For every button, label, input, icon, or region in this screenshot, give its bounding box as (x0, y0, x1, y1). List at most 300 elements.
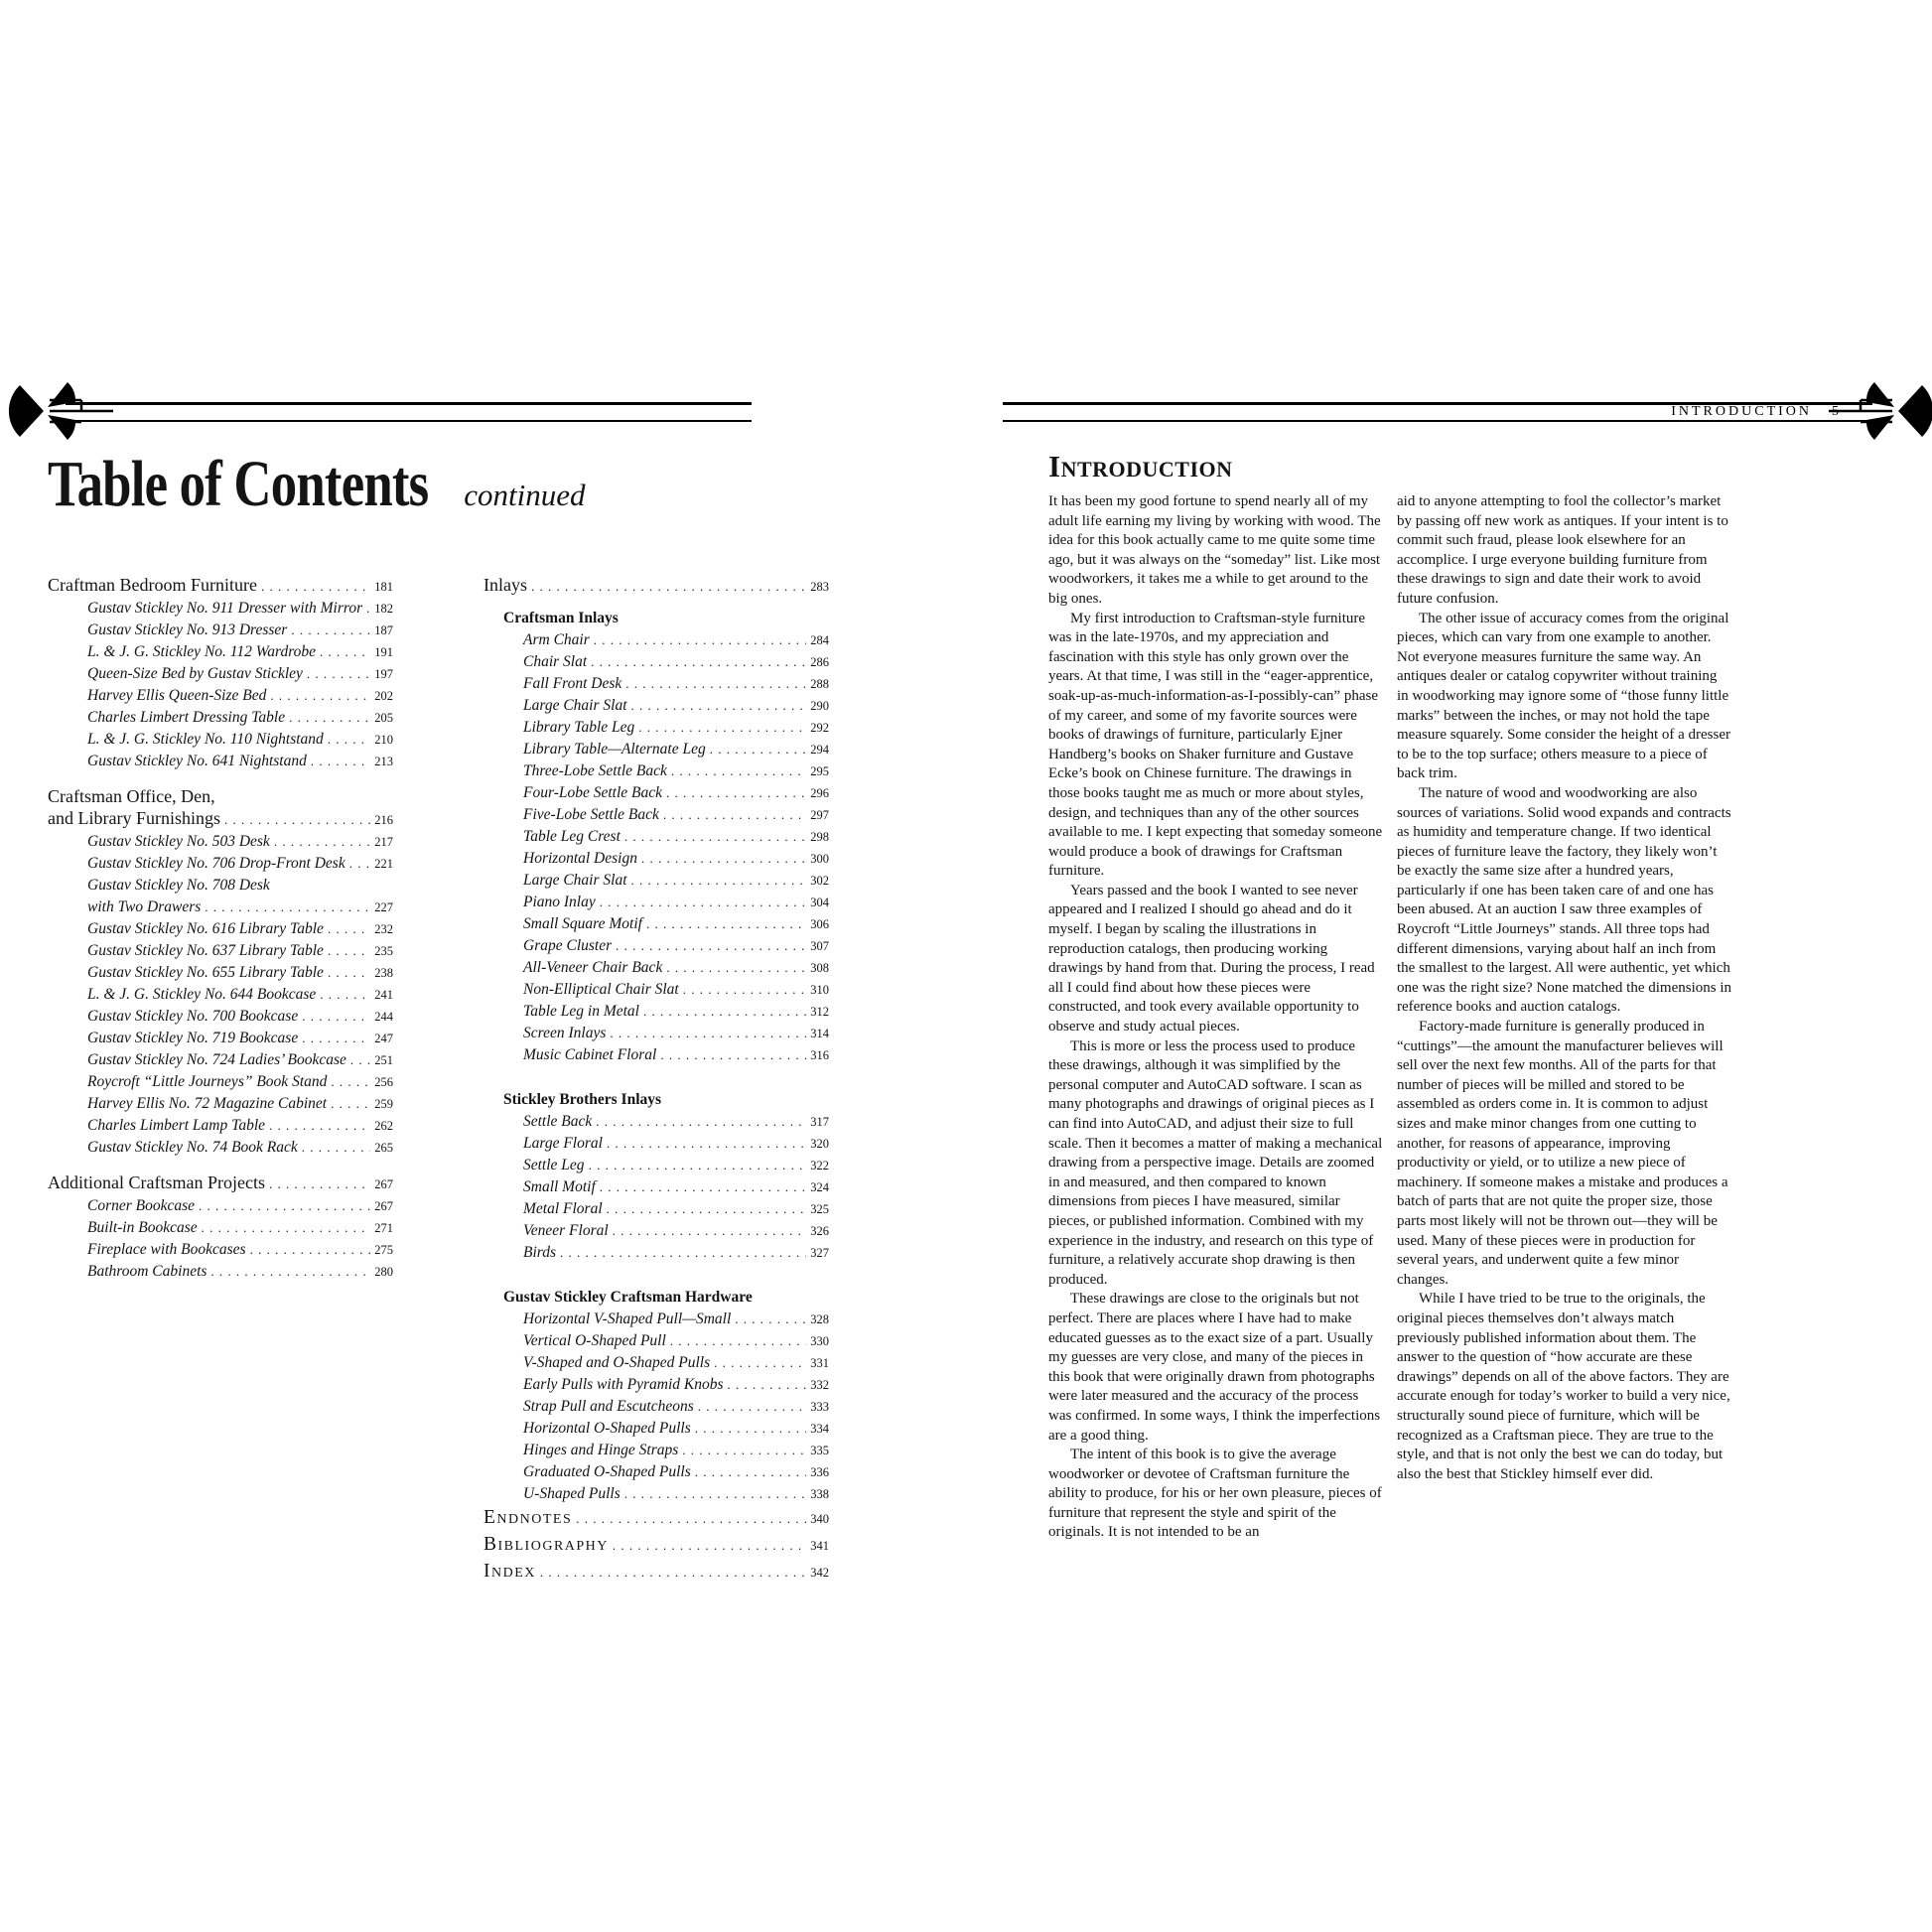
toc-entry (483, 673, 829, 695)
toc-entry (483, 957, 829, 979)
toc-entry-label: Piano Inlay (523, 894, 596, 910)
dot-leader (250, 1239, 371, 1261)
toc-page-number: 241 (374, 988, 393, 1002)
toc-entry-label: Gustav Stickley No. 911 Dresser with Mirror (87, 600, 363, 617)
toc-page-number: 197 (374, 667, 393, 681)
toc-entry (48, 751, 393, 772)
dot-leader (199, 1195, 370, 1217)
toc-entry (48, 729, 393, 751)
dot-leader (625, 673, 806, 695)
dot-leader (320, 984, 370, 1006)
toc-page-number: 340 (810, 1512, 829, 1526)
toc-page-number: 335 (810, 1444, 829, 1457)
toc-entry (483, 1044, 829, 1066)
toc-entry (483, 717, 829, 739)
dot-leader (269, 1173, 370, 1195)
toc-entry (48, 831, 393, 853)
body-paragraph: These drawings are close to the originals but not perfect. There are places where I have had to make educated guesses as to the exact size of a part. Usually my guesses are very close, and many of the pieces in this book that were originally drawn from photographs were later measured and the accuracy of the process was confirmed. In some ways, I think the imperfections are a good thing. (1048, 1291, 1381, 1444)
body-paragraph: While I have tried to be true to the originals, the original pieces themselves don’t always match previously published information about them. The answer to the question of “how accurate are these drawings” depends on all of the above factors. They are accurate enough for today’s worker to build a very nice, structurally sound piece of furniture, which will be recognized as a Craftsman piece. They are true to the style, and that is not only the best we can do today, but also the best that Stickley himself ever did. (1397, 1291, 1730, 1482)
toc-page-number: 217 (374, 835, 393, 849)
toc-page-number: 210 (374, 733, 393, 747)
toc-page-number: 302 (810, 874, 829, 888)
toc-entry (48, 1028, 393, 1049)
toc-entry-label: All-Veneer Chair Back (523, 959, 663, 976)
body-paragraph: aid to anyone attempting to fool the collector’s market by passing off new work as antiques. If your intent is to commit such fraud, please look elsewhere for an accomplice. I urge everyone building furniture from these drawings to sign and date their work to avoid future confusion. (1397, 493, 1728, 607)
toc-entry-label: Gustav Stickley No. 641 Nightstand (87, 753, 307, 769)
toc-page-number: 221 (374, 857, 393, 871)
dot-leader (695, 1418, 806, 1440)
dot-leader (274, 831, 370, 853)
toc-entry (483, 848, 829, 870)
toc-page-number: 288 (810, 677, 829, 691)
dot-leader (589, 1155, 807, 1176)
toc-page-number: 342 (810, 1566, 829, 1580)
page-number: 5 (1832, 404, 1839, 419)
toc-entry-label: Strap Pull and Escutcheons (523, 1398, 694, 1415)
toc-entry-label: Graduated O-Shaped Pulls (523, 1463, 691, 1480)
dot-leader (682, 1440, 806, 1461)
toc-subheading: Gustav Stickley Craftsman Hardware (503, 1289, 753, 1306)
toc-entry (483, 1505, 829, 1532)
toc-entry (48, 1261, 393, 1283)
toc-entry-label: and Library Furnishings (48, 808, 220, 828)
toc-page-number: 317 (810, 1115, 829, 1129)
toc-page-number: 331 (810, 1356, 829, 1370)
toc-entry-label: Gustav Stickley No. 708 Desk (87, 877, 270, 894)
dot-leader (631, 870, 807, 892)
toc-entry (48, 1049, 393, 1071)
toc-entry-label: V-Shaped and O-Shaped Pulls (523, 1354, 711, 1371)
toc-entry (48, 1006, 393, 1028)
toc-page-number: 336 (810, 1465, 829, 1479)
toc-entry (483, 1559, 829, 1586)
toc-entry (483, 782, 829, 804)
toc-page-number: 314 (810, 1027, 829, 1040)
toc-entry-label: Queen-Size Bed by Gustav Stickley (87, 665, 303, 682)
toc-entry-label: Charles Limbert Dressing Table (87, 709, 286, 726)
toc-entry (483, 826, 829, 848)
intro-column-right (1397, 492, 1731, 1484)
dot-leader (728, 1374, 807, 1396)
toc-entry (483, 760, 829, 782)
dot-leader (366, 598, 370, 620)
toc-page-number: 244 (374, 1010, 393, 1024)
dot-leader (307, 663, 370, 685)
dot-leader (210, 1261, 370, 1283)
toc-entry (483, 804, 829, 826)
toc-subheading: Stickley Brothers Inlays (503, 1091, 662, 1108)
toc-page-number: 213 (374, 755, 393, 768)
toc-page-number: 292 (810, 721, 829, 735)
toc-section-gap (483, 1066, 829, 1079)
dot-leader (350, 1049, 370, 1071)
dot-leader (714, 1352, 806, 1374)
toc-subheading: Craftsman Inlays (503, 610, 619, 626)
toc-page-number: 296 (810, 786, 829, 800)
dot-leader (600, 1176, 806, 1198)
dot-leader (202, 1217, 371, 1239)
body-paragraph: The intent of this book is to give the average woodworker or devotee of Craftsman furniture the ability to produce, for his or her own pleasure, pieces of furniture that represent the style and spirit of the originals. It is not intended to be an (1048, 1447, 1382, 1541)
toc-page-number: 310 (810, 983, 829, 997)
toc-entry (483, 1483, 829, 1505)
toc-entry (483, 1198, 829, 1220)
dot-leader (594, 629, 807, 651)
toc-entry (48, 984, 393, 1006)
toc-entry (483, 892, 829, 913)
toc-entry-label: Table Leg Crest (523, 828, 621, 845)
toc-entry (483, 1220, 829, 1242)
toc-entry-label: U-Shaped Pulls (523, 1485, 621, 1502)
toc-entry (48, 1217, 393, 1239)
toc-page-number: 338 (810, 1487, 829, 1501)
toc-entry (48, 875, 393, 897)
toc-page-number: 290 (810, 699, 829, 713)
dot-leader (643, 1001, 806, 1023)
toc-entry (483, 1111, 829, 1133)
toc-entry (483, 1374, 829, 1396)
toc-entry (483, 1532, 829, 1559)
toc-page-number: 247 (374, 1032, 393, 1045)
toc-entry-label: Gustav Stickley No. 913 Dresser (87, 621, 288, 638)
dot-leader (311, 751, 370, 772)
toc-entry (48, 1239, 393, 1261)
toc-entry (48, 918, 393, 940)
toc-column-right (483, 574, 829, 1586)
toc-entry-label: Horizontal Design (523, 850, 637, 867)
toc-section-gap (48, 772, 393, 785)
toc-entry (483, 1330, 829, 1352)
dot-leader (596, 1111, 806, 1133)
toc-page-number: 325 (810, 1202, 829, 1216)
toc-entry-label: Roycroft “Little Journeys” Book Stand (87, 1073, 328, 1090)
toc-entry (483, 1309, 829, 1330)
toc-page-number: 284 (810, 633, 829, 647)
toc-page-number: 297 (810, 808, 829, 822)
toc-page-number: 259 (374, 1097, 393, 1111)
toc-entry (483, 1352, 829, 1374)
toc-page-number: 275 (374, 1243, 393, 1257)
toc-entry-label: Non-Elliptical Chair Slat (523, 981, 679, 998)
toc-entry (48, 1093, 393, 1115)
toc-page-number: 216 (374, 813, 393, 827)
toc-page-number: 341 (810, 1539, 829, 1553)
toc-page-number: 205 (374, 711, 393, 725)
toc-entry-label: Bibliography (483, 1534, 609, 1555)
dot-leader (683, 979, 807, 1001)
toc-entry-label: L. & J. G. Stickley No. 644 Bookcase (87, 986, 317, 1003)
toc-page-number: 324 (810, 1180, 829, 1194)
dot-leader (646, 913, 806, 935)
toc-page-number: 283 (810, 580, 829, 594)
chapter-title: Introduction (1048, 449, 1233, 483)
dot-leader (641, 848, 806, 870)
dot-leader (291, 620, 370, 641)
toc-page-number: 307 (810, 939, 829, 953)
toc-section-gap (48, 1159, 393, 1172)
toc-entry-label: Large Floral (523, 1135, 603, 1152)
toc-title-continued: continued (464, 478, 586, 512)
toc-page-number: 227 (374, 900, 393, 914)
toc-entry-label: Small Motif (523, 1178, 596, 1195)
toc-page-number: 306 (810, 917, 829, 931)
dot-leader (540, 1560, 806, 1586)
toc-entry (483, 870, 829, 892)
toc-page-number: 298 (810, 830, 829, 844)
toc-page-number: 286 (810, 655, 829, 669)
toc-entry (48, 598, 393, 620)
dot-leader (710, 739, 807, 760)
dot-leader (531, 576, 806, 598)
toc-entry-label: L. & J. G. Stickley No. 112 Wardrobe (87, 643, 317, 660)
toc-entry-label: Grape Cluster (523, 937, 613, 954)
dot-leader (302, 1028, 370, 1049)
body-paragraph: My first introduction to Craftsman-style furniture was in the late-1970s, and my appreciation and fascination with this style has only grown over the years. At that time, I was still in the “eager-apprentice, soak-up-as-much-information-as-I-possibly-can” phase of my career, and some of my favorite sources were books of drawings of furniture, particularly Ejner Handberg’s books on Shaker furniture and Gustave Ecke’s book on Chinese furniture. The drawings in those books taught me as much or more about styles, design, and techniques than any of the other sources available to me. I kept expecting that someday someone would produce a book of drawings for Craftsman furniture. (1048, 610, 1383, 880)
toc-entry (483, 1001, 829, 1023)
toc-entry-label: Gustav Stickley No. 719 Bookcase (87, 1030, 299, 1046)
toc-entry-label: Inlays (483, 575, 527, 595)
toc-entry-label: Early Pulls with Pyramid Knobs (523, 1376, 724, 1393)
toc-entry (483, 1396, 829, 1418)
body-paragraph: It has been my good fortune to spend nearly all of my adult life earning my living by working with wood. The idea for this book actually came to me quite some time ago, but it was always on the “someday” list. Like most woodworkers, it takes me a while to get around to the big ones. (1048, 493, 1381, 607)
toc-page-number: 332 (810, 1378, 829, 1392)
toc-entry-label: Music Cabinet Floral (523, 1046, 657, 1063)
toc-page-number: 187 (374, 623, 393, 637)
toc-entry-label: Additional Craftsman Projects (48, 1173, 265, 1192)
running-head (1671, 405, 1839, 419)
dot-leader (695, 1461, 806, 1483)
body-paragraph: Years passed and the book I wanted to see never appeared and I realized I should go ahead and do it myself. I began by scaling the illustrations in reproduction catalogs, then producing working drawings by hand from that. During the process, I read all I could find about how these pieces were constructed, and took every available opportunity to observe and study actual pieces. (1048, 882, 1375, 1035)
running-head-title: INTRODUCTION (1671, 404, 1812, 419)
toc-entry (48, 1071, 393, 1093)
toc-page-number: 333 (810, 1400, 829, 1414)
toc-entry (483, 1418, 829, 1440)
toc-entry-label: Gustav Stickley No. 503 Desk (87, 833, 270, 850)
dot-leader (302, 1137, 370, 1159)
toc-page-number: 182 (374, 602, 393, 616)
toc-title (48, 447, 586, 522)
toc-entry (483, 695, 829, 717)
toc-page-number: 265 (374, 1141, 393, 1155)
toc-entry (483, 913, 829, 935)
toc-entry (483, 1176, 829, 1198)
toc-page-number: 235 (374, 944, 393, 958)
toc-entry (48, 663, 393, 685)
toc-page-number: 328 (810, 1312, 829, 1326)
dot-leader (638, 717, 806, 739)
toc-entry-label: Vertical O-Shaped Pull (523, 1332, 666, 1349)
dot-leader (663, 804, 806, 826)
dot-leader (269, 1115, 370, 1137)
toc-entry (483, 1461, 829, 1483)
toc-entry-label: Bathroom Cabinets (87, 1263, 207, 1280)
toc-entry (483, 1242, 829, 1264)
toc-entry-label: Corner Bookcase (87, 1197, 196, 1214)
dot-leader (666, 782, 806, 804)
toc-column-left (48, 574, 393, 1283)
body-paragraph: This is more or less the process used to produce these drawings, although it was simplified by the personal computer and AutoCAD software. I scan as many photographs and drawings of original pieces as I can find into AutoCAD, and adjust their size to full scale. Then it becomes a matter of making a mechanical drawing from a perspective image. Details are zoomed in and measured, and then compared to known dimensions from pieces I have measured, similar pieces, or published information. Combined with my experience in the industry, and research on this type of furniture, a relatively accurate shop drawing is then produced. (1048, 1037, 1383, 1288)
toc-entry-label: Three-Lobe Settle Back (523, 762, 667, 779)
toc-page-number: 294 (810, 743, 829, 757)
toc-page-number: 295 (810, 764, 829, 778)
toc-entry (48, 685, 393, 707)
toc-entry-label: L. & J. G. Stickley No. 110 Nightstand (87, 731, 324, 748)
toc-entry-label: Veneer Floral (523, 1222, 609, 1239)
toc-entry (48, 897, 393, 918)
toc-entry (483, 1155, 829, 1176)
toc-entry (48, 807, 393, 831)
toc-entry-label: Small Square Motif (523, 915, 642, 932)
toc-entry (483, 979, 829, 1001)
toc-page-number: 327 (810, 1246, 829, 1260)
toc-page-number: 330 (810, 1334, 829, 1348)
ginkgo-ornament-icon (1823, 378, 1932, 449)
toc-page-number: 312 (810, 1005, 829, 1019)
dot-leader (698, 1396, 806, 1418)
toc-page-number: 334 (810, 1422, 829, 1436)
toc-entry-label: Five-Lobe Settle Back (523, 806, 659, 823)
toc-entry-label: Arm Chair (523, 631, 590, 648)
toc-entry-label: Fireplace with Bookcases (87, 1241, 246, 1258)
toc-entry-label: Craftsman Office, Den, (48, 786, 215, 806)
toc-page-number: 271 (374, 1221, 393, 1235)
dot-leader (735, 1309, 806, 1330)
toc-entry-label: Gustav Stickley No. 700 Bookcase (87, 1008, 299, 1025)
toc-entry-label: Gustav Stickley No. 616 Library Table (87, 920, 324, 937)
toc-page-number: 262 (374, 1119, 393, 1133)
toc-entry-label: Charles Limbert Lamp Table (87, 1117, 265, 1134)
dot-leader (331, 1071, 370, 1093)
toc-section-gap (483, 1264, 829, 1277)
toc-entry-label: Chair Slat (523, 653, 588, 670)
toc-entry (48, 1137, 393, 1159)
toc-entry (48, 1115, 393, 1137)
dot-leader (261, 576, 370, 598)
toc-entry (483, 1133, 829, 1155)
toc-page-number: 320 (810, 1137, 829, 1151)
dot-leader (666, 957, 806, 979)
toc-entry-label: Large Chair Slat (523, 697, 627, 714)
dot-leader (576, 1506, 806, 1532)
toc-entry-label: Gustav Stickley No. 74 Book Rack (87, 1139, 298, 1156)
dot-leader (224, 809, 370, 831)
toc-entry (48, 785, 393, 807)
dot-leader (671, 760, 806, 782)
toc-entry-label: Built-in Bookcase (87, 1219, 198, 1236)
toc-entry (48, 1172, 393, 1195)
dot-leader (328, 729, 370, 751)
header-rule-left (66, 402, 752, 422)
toc-entry-label: Table Leg in Metal (523, 1003, 639, 1020)
toc-entry (48, 940, 393, 962)
toc-entry-label: Gustav Stickley No. 706 Drop-Front Desk (87, 855, 345, 872)
toc-entry-label: Endnotes (483, 1507, 573, 1528)
dot-leader (328, 962, 370, 984)
body-paragraph: Factory-made furniture is generally produced in “cuttings”—the amount the manufacturer believes will sell over the next few months. All of the parts for that number of pieces will be milled and stored to be assembled as orders come in. It is common to adjust sizes and make minor changes from one cutting to another, for reasons of appearance, improving productivity or yield, or to utilize a new piece of machinery. If someone makes a mistake and produces a batch of parts that are not quite the proper size, those parts most likely will not be thrown out—they will be used. Many of these pieces were in production for several years, and underwent quite a few minor changes. (1397, 1019, 1728, 1288)
toc-page-number: 267 (374, 1177, 393, 1191)
toc-entry (483, 629, 829, 651)
dot-leader (616, 935, 806, 957)
toc-entry-label: Gustav Stickley No. 655 Library Table (87, 964, 324, 981)
toc-page-number: 326 (810, 1224, 829, 1238)
dot-leader (613, 1533, 806, 1559)
dot-leader (610, 1023, 806, 1044)
toc-entry (48, 641, 393, 663)
toc-page-number: 304 (810, 896, 829, 909)
dot-leader (320, 641, 370, 663)
toc-entry-label: Index (483, 1561, 536, 1582)
toc-entry-label: Settle Leg (523, 1157, 585, 1173)
dot-leader (600, 892, 807, 913)
toc-page-number: 238 (374, 966, 393, 980)
toc-entry (48, 707, 393, 729)
toc-entry-label: with Two Drawers (87, 898, 202, 915)
dot-leader (631, 695, 807, 717)
toc-page-number: 202 (374, 689, 393, 703)
dot-leader (289, 707, 370, 729)
toc-entry-label: Gustav Stickley No. 637 Library Table (87, 942, 324, 959)
dot-leader (624, 1483, 807, 1505)
toc-page-number: 232 (374, 922, 393, 936)
toc-entry (48, 1195, 393, 1217)
body-paragraph: The nature of wood and woodworking are also sources of variations. Solid wood expands and contracts as humidity and temperature change. If two identical pieces of furniture leave the factory, they likely won’t be exactly the same size after a hundred years, particularly if one has been taken care of and one has been abused. At an auction I saw three examples of Roycroft “Little Journeys” stands. All three tops had different dimensions, varying about half an inch from the smallest to the largest. All were authentic, yet which one was the right size? None matched the dimensions in reference books and auction catalogs. (1397, 784, 1731, 1016)
toc-entry (48, 962, 393, 984)
dot-leader (660, 1044, 806, 1066)
toc-entry-label: Gustav Stickley No. 724 Ladies’ Bookcase (87, 1051, 346, 1068)
toc-entry-label: Craftman Bedroom Furniture (48, 575, 257, 595)
body-paragraph: The other issue of accuracy comes from the original pieces, which can vary from one example to another. Not everyone measures furniture the same way. An antiques dealer or catalog copywriter without training in woodworking may ignore some of “those funny little marks” between the inches, or may not hold the tape measure squarely. Some consider the height of a dresser to be to the top surface; others measure to a piece of back trim. (1397, 610, 1730, 782)
toc-page-number: 251 (374, 1053, 393, 1067)
dot-leader (328, 940, 370, 962)
dot-leader (328, 918, 370, 940)
toc-entry-label: Four-Lobe Settle Back (523, 784, 663, 801)
toc-page-number: 267 (374, 1199, 393, 1213)
toc-entry-label: Harvey Ellis No. 72 Magazine Cabinet (87, 1095, 328, 1112)
dot-leader (270, 685, 370, 707)
dot-leader (613, 1220, 807, 1242)
dot-leader (302, 1006, 370, 1028)
toc-page-number: 322 (810, 1159, 829, 1173)
dot-leader (624, 826, 806, 848)
toc-entry (483, 651, 829, 673)
toc-entry-label: Large Chair Slat (523, 872, 627, 889)
toc-title-text: Table of Contents (48, 448, 429, 520)
toc-page-number: 316 (810, 1048, 829, 1062)
dot-leader (591, 651, 806, 673)
toc-page-number: 280 (374, 1265, 393, 1279)
toc-entry-label: Library Table Leg (523, 719, 635, 736)
dot-leader (205, 897, 370, 918)
toc-entry-label: Settle Back (523, 1113, 593, 1130)
toc-entry-label: Birds (523, 1244, 557, 1261)
toc-entry-label: Horizontal V-Shaped Pull—Small (523, 1311, 732, 1327)
dot-leader (331, 1093, 370, 1115)
toc-entry-label: Metal Floral (523, 1200, 603, 1217)
toc-entry-label: Screen Inlays (523, 1025, 607, 1041)
dot-leader (607, 1198, 807, 1220)
toc-entry (48, 574, 393, 598)
toc-entry (483, 574, 829, 598)
intro-column-left (1048, 492, 1383, 1543)
toc-entry (48, 620, 393, 641)
dot-leader (670, 1330, 806, 1352)
toc-entry (483, 935, 829, 957)
toc-page-number: 191 (374, 645, 393, 659)
dot-leader (349, 853, 371, 875)
toc-entry (483, 739, 829, 760)
toc-entry (483, 1440, 829, 1461)
toc-entry-label: Harvey Ellis Queen-Size Bed (87, 687, 267, 704)
toc-entry (48, 853, 393, 875)
